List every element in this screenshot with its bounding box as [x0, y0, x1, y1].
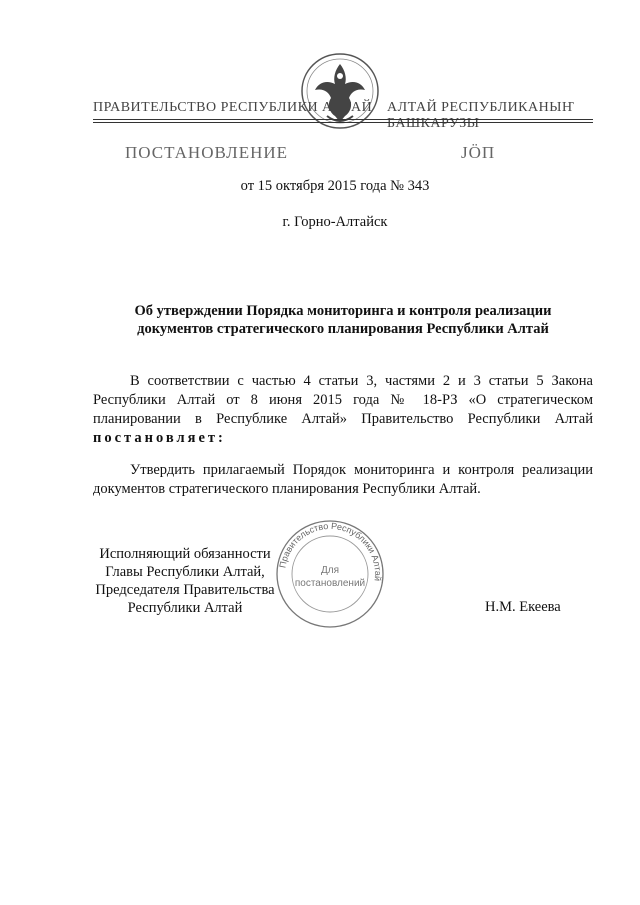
- official-stamp: [273, 519, 387, 629]
- header-divider: [93, 119, 593, 120]
- signatory-line-1: Исполняющий обязанности: [99, 546, 271, 562]
- header-divider-secondary: [93, 122, 593, 123]
- body-paragraph-1: [93, 372, 593, 448]
- title-line-1: Об утверждении Порядка мониторинга и контроля реализации: [134, 303, 552, 319]
- signatory-line-4: Республики Алтай: [127, 600, 243, 616]
- stamp-inner-line-1: Для: [320, 565, 340, 576]
- signatory-title: [90, 545, 280, 617]
- title-line-2: документов стратегического планирования Республики Алтай: [137, 321, 549, 337]
- stamp-inner-line-2: постановлений: [294, 578, 366, 589]
- paragraph-1-text: В соответствии с частью 4 статьи 3, частями 2 и 3 статьи 5 Закона Республики Алтай от 8 июня 2015 года № 18-РЗ «О стратегическом планировании в Республике Алтай» Правительство Республики Алтай: [93, 373, 593, 427]
- document-city: г. Горно-Алтайск: [282, 214, 388, 230]
- decree-keyword: постановляет: [93, 430, 219, 446]
- body-paragraph-2: Утвердить прилагаемый Порядок мониторинга и контроля реализации документов стратегического планирования Республики Алтай.: [93, 462, 593, 497]
- document-type-alt: JӦП: [461, 143, 496, 162]
- government-name-ru: ПРАВИТЕЛЬСТВО РЕСПУБЛИКИ АЛТАЙ: [93, 100, 373, 115]
- document-date: от 15 октября 2015 года № 343: [240, 178, 430, 194]
- government-name-alt: АЛТАЙ РЕСПУБЛИКАНЫҤ БАШКАРУЗЫ: [387, 100, 575, 131]
- decree-keyword-colon: :: [218, 430, 226, 446]
- signatory-name: Н.М. Екеева: [485, 599, 561, 615]
- signatory-line-2: Главы Республики Алтай,: [105, 564, 265, 580]
- document-title: [93, 302, 593, 338]
- document-type-ru: ПОСТАНОВЛЕНИЕ: [125, 143, 289, 162]
- stamp-outer-text: Правительство Республики Алтай: [277, 520, 384, 582]
- signatory-line-3: Председателя Правительства: [95, 582, 275, 598]
